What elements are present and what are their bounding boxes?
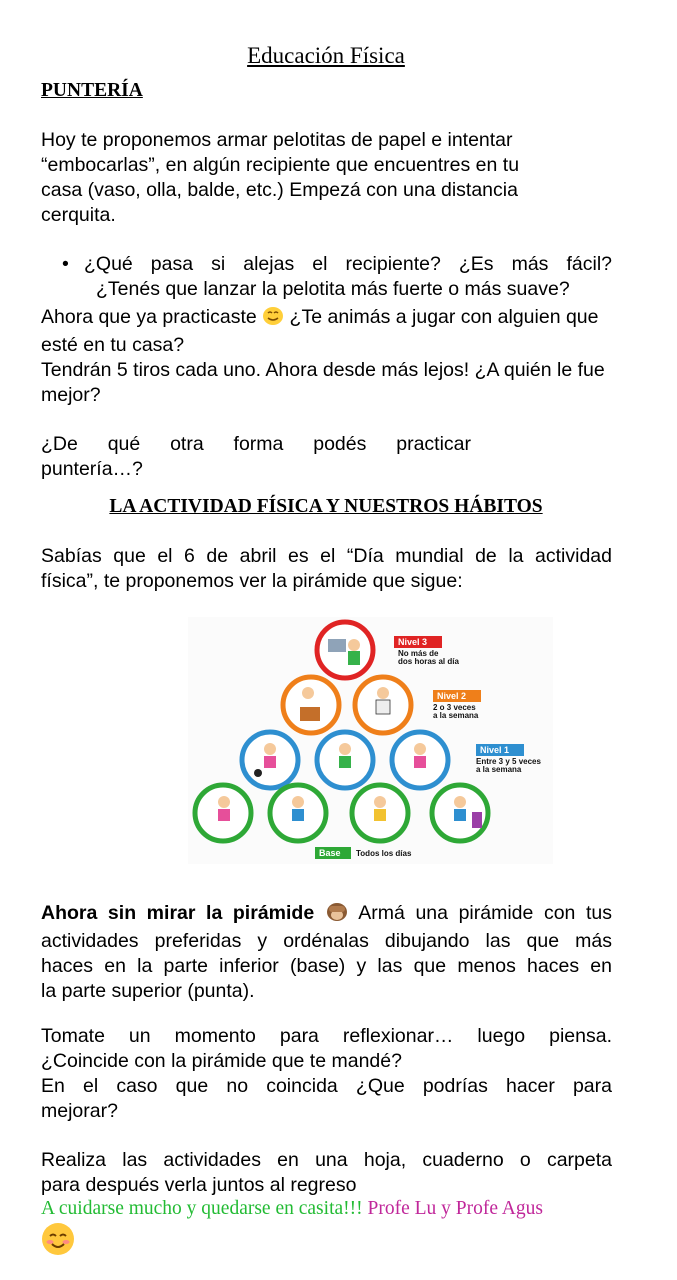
practice-line: esté en tu casa? [41,334,185,356]
tiros-line: Tendrán 5 tiros cada uno. Ahora desde más lejos! ¿A quién le fue [41,359,605,381]
pyramid-circle-level2 [283,677,339,733]
dia-line: física”, te proponemos ver la pirámide que sigue: [41,570,463,592]
reflect-line: En el caso que no coincida ¿Que podrías hacer para [41,1075,612,1097]
nivel1-tag-text: Nivel 1 [480,745,510,755]
reflect-paragraph [41,1024,612,1124]
practice-text: Ahora que ya practicaste [41,306,257,328]
intro-line: cerquita. [41,204,116,226]
nivel1-line2: a la semana [476,765,522,774]
bullet-dot: • [62,253,69,275]
page-title: Educación Física [247,43,405,68]
realiza-line: para después verla juntos al regreso [41,1174,357,1196]
bullet-question [84,252,612,302]
footer-green-text: A cuidarse mucho y quedarse en casita!!! [41,1198,363,1219]
activity-pyramid-image [188,617,553,864]
dia-line: Sabías que el 6 de abril es el “Día mundial de la actividad [41,545,612,567]
smile-emoji-icon [262,306,284,333]
section-heading-habitos: LA ACTIVIDAD FÍSICA Y NUESTROS HÁBITOS [109,496,543,517]
intro-paragraph [41,128,641,228]
sin-mirar-line [41,900,612,929]
nivel2-line2: a la semana [433,711,479,720]
reflect-line: Tomate un momento para reflexionar… luego piensa. [41,1025,612,1047]
intro-line: “embocarlas”, en algún recipiente que encuentres en tu [41,154,520,176]
tiros-line: mejor? [41,384,101,406]
sin-mirar-line: la parte superior (punta). [41,980,255,1002]
sin-mirar-paragraph [41,900,612,1004]
section-heading-punteria: PUNTERÍA [41,80,143,101]
question-paragraph [41,432,471,482]
practice-line [41,305,661,333]
practice-paragraph [41,305,661,408]
question-line: puntería…? [41,458,143,480]
sin-mirar-text: Armá una pirámide con tus [348,902,612,924]
nivel1-line1: Entre 3 y 5 veces [476,757,541,766]
reflect-line: mejorar? [41,1100,118,1122]
intro-line: Hoy te proponemos armar pelotitas de papel e intentar [41,129,513,151]
question-line: ¿De qué otra forma podés practicar [41,433,471,455]
sin-mirar-bold: Ahora sin mirar la pirámide [41,902,315,924]
sin-mirar-line: actividades preferidas y ordénalas dibujando las que más [41,930,612,952]
nivel2-tag-text: Nivel 2 [437,691,467,701]
bullet-line: ¿Qué pasa si alejas el recipiente? ¿Es más fácil? [84,253,612,275]
intro-line: casa (vaso, olla, balde, etc.) Empezá con una distancia [41,179,518,201]
nivel3-tag-text: Nivel 3 [398,637,428,647]
see-no-evil-monkey-icon [325,900,349,929]
reflect-line: ¿Coincide con la pirámide que te mandé? [41,1050,402,1072]
footer-signature: Profe Lu y Profe Agus [362,1198,543,1219]
realiza-line: Realiza las actividades en una hoja, cuaderno o carpeta [41,1149,612,1171]
nivel2-line1: 2 o 3 veces [433,703,476,712]
base-tag-text: Base [319,848,341,858]
dia-mundial-paragraph [41,544,612,594]
base-line1: Todos los días [356,849,412,858]
practice-text: ¿Te animás a jugar con alguien que [284,306,599,328]
sin-mirar-line: haces en la parte inferior (base) y las que menos haces en [41,955,612,977]
blush-smile-emoji-icon [41,1222,75,1261]
realiza-paragraph [41,1148,612,1198]
footer-line [41,1196,641,1222]
bullet-line: ¿Tenés que lanzar la pelotita más fuerte o más suave? [96,278,570,300]
nivel3-line2: dos horas al día [398,657,459,666]
nivel3-line1: No más de [398,649,439,658]
